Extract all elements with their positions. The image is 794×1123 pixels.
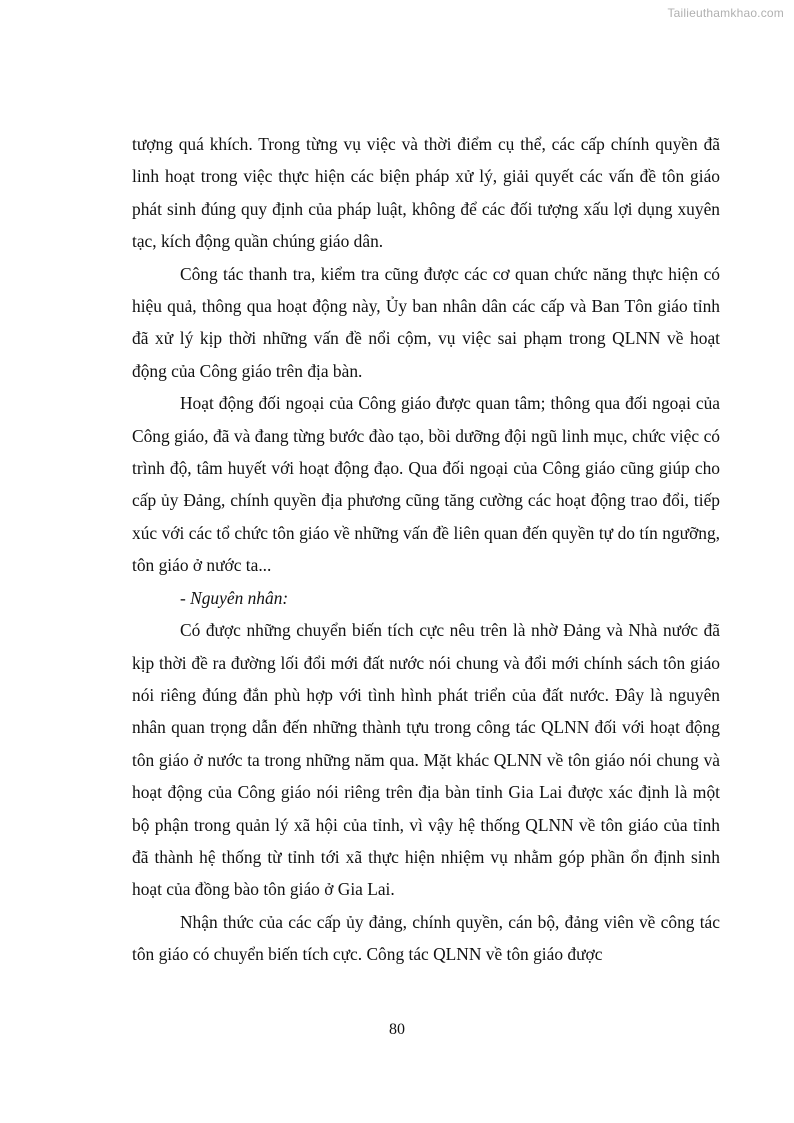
section-heading-causes: - Nguyên nhân: bbox=[180, 587, 289, 608]
paragraph-continuation: tượng quá khích. Trong từng vụ việc và thời điểm cụ thể, các cấp chính quyền đã linh hoạt trong việc thực hiện các biện pháp xử lý, giải quyết các vấn đề tôn giáo phát sinh đúng quy định của pháp luật, không để các đối tượng xấu lợi dụng xuyên tạc, kích động quần chúng giáo dân. bbox=[132, 134, 720, 252]
paragraph-awareness: Nhận thức của các cấp ủy đảng, chính quyền, cán bộ, đảng viên về công tác tôn giáo có chuyển biến tích cực. Công tác QLNN về tôn giáo được bbox=[132, 911, 720, 965]
page-number: 80 bbox=[389, 1021, 405, 1038]
paragraph-causes: Có được những chuyển biến tích cực nêu trên là nhờ Đảng và Nhà nước đã kịp thời đề ra đường lối đổi mới đất nước nói chung và đổi mới chính sách tôn giáo nói riêng đúng đắn phù hợp với tình hình phát triển của đất nước. Đây là nguyên nhân quan trọng dẫn đến những thành tựu trong công tác QLNN đối với hoạt động tôn giáo ở nước ta trong những năm qua. Mặt khác QLNN về tôn giáo nói chung và hoạt động của Công giáo nói riêng trên địa bàn tỉnh Gia Lai được xác định là một bộ phận trong quản lý xã hội của tỉnh, vì vậy hệ thống QLNN về tôn giáo của tỉnh đã thành hệ thống từ tỉnh tới xã thực hiện nhiệm vụ nhằm góp phần ổn định sinh hoạt của đồng bào tôn giáo ở Gia Lai. bbox=[132, 620, 720, 900]
paragraph-inspection: Công tác thanh tra, kiểm tra cũng được các cơ quan chức năng thực hiện có hiệu quả, thông qua hoạt động này, Ủy ban nhân dân các cấp và Ban Tôn giáo tỉnh đã xử lý kịp thời những vấn đề nổi cộm, vụ việc sai phạm trong QLNN về hoạt động của Công giáo trên địa bàn. bbox=[132, 263, 720, 381]
document-body bbox=[132, 128, 720, 971]
paragraph-foreign-relations: Hoạt động đối ngoại của Công giáo được quan tâm; thông qua đối ngoại của Công giáo, đã và đang từng bước đào tạo, bồi dưỡng đội ngũ linh mục, chức việc có trình độ, tâm huyết với hoạt động đạo. Qua đối ngoại của Công giáo cũng giúp cho cấp ủy Đảng, chính quyền địa phương cũng tăng cường các hoạt động trao đổi, tiếp xúc với các tổ chức tôn giáo về những vấn đề liên quan đến quyền tự do tín ngưỡng, tôn giáo ở nước ta... bbox=[132, 393, 720, 576]
watermark: Tailieuthamkhao.com bbox=[667, 6, 784, 20]
